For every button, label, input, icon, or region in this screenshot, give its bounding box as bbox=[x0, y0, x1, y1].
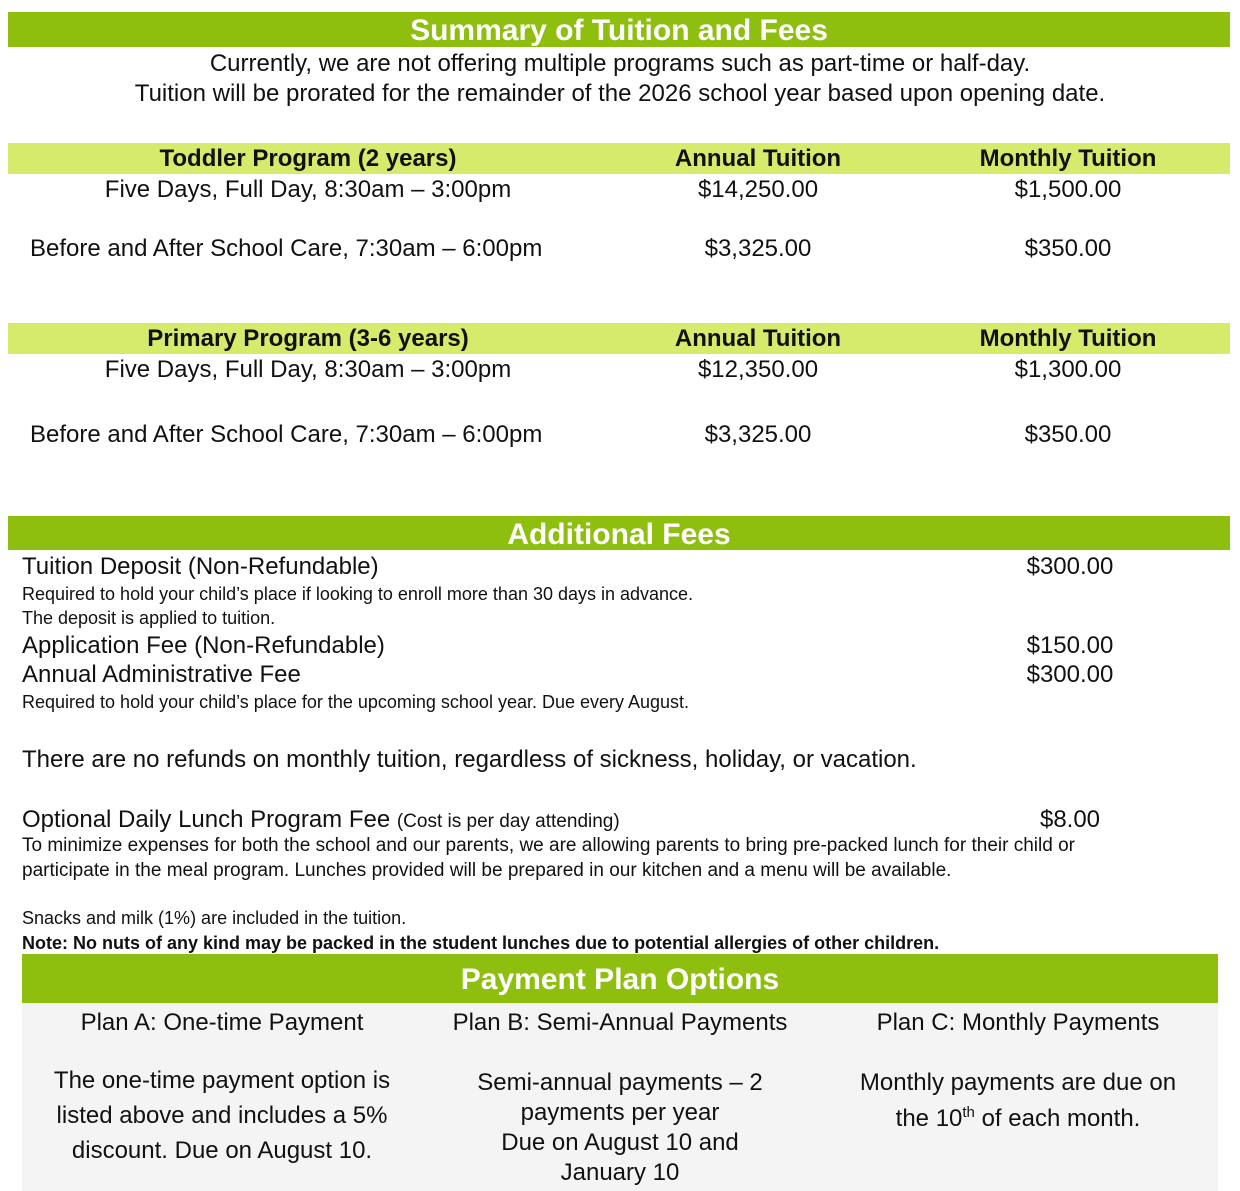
no-refunds-statement: There are no refunds on monthly tuition, regardless of sickness, holiday, or vacation. bbox=[22, 746, 917, 773]
tuition-deposit-amount: $300.00 bbox=[1026, 553, 1114, 580]
plan-a bbox=[22, 1008, 422, 1168]
lunch-fee-line bbox=[22, 806, 620, 836]
plan-c-line-1: Monthly payments are due on bbox=[859, 1069, 1177, 1096]
plan-a-line-3: discount. Due on August 10. bbox=[71, 1137, 373, 1164]
plan-c-line-2-pre: the 10 bbox=[895, 1105, 963, 1132]
lunch-fee-qualifier: (Cost is per day attending) bbox=[396, 811, 620, 832]
primary-row-full-day bbox=[8, 355, 1230, 385]
toddler-care-label: Before and After School Care, 7:30am – 6:00pm bbox=[30, 235, 543, 262]
primary-full-day-monthly: $1,300.00 bbox=[1014, 356, 1122, 383]
additional-fees-title: Additional Fees bbox=[8, 516, 1230, 550]
plan-a-line-2: listed above and includes a 5% bbox=[56, 1102, 388, 1129]
primary-full-day-annual: $12,350.00 bbox=[697, 356, 819, 383]
lunch-note-2: participate in the meal program. Lunches provided will be prepared in our kitchen and a menu will be available. bbox=[22, 860, 952, 881]
toddler-full-day-annual: $14,250.00 bbox=[697, 176, 819, 203]
primary-row-care bbox=[8, 420, 1230, 450]
plan-a-title: Plan A: One-time Payment bbox=[80, 1009, 364, 1036]
plan-b-title: Plan B: Semi-Annual Payments bbox=[452, 1009, 788, 1036]
plan-b-line-4: January 10 bbox=[560, 1159, 680, 1186]
payment-plan-title: Payment Plan Options bbox=[22, 954, 1218, 1003]
summary-title: Summary of Tuition and Fees bbox=[8, 12, 1230, 47]
primary-care-label: Before and After School Care, 7:30am – 6:00pm bbox=[30, 421, 543, 448]
lunch-fee-amount: $8.00 bbox=[1039, 806, 1101, 833]
primary-program-header: Primary Program (3-6 years) bbox=[147, 325, 469, 352]
toddler-full-day-monthly: $1,500.00 bbox=[1014, 176, 1122, 203]
toddler-annual-header: Annual Tuition bbox=[674, 145, 842, 172]
lunch-fee-label: Optional Daily Lunch Program Fee bbox=[22, 806, 391, 833]
primary-annual-header: Annual Tuition bbox=[674, 325, 842, 352]
toddler-full-day-label: Five Days, Full Day, 8:30am – 3:00pm bbox=[104, 176, 512, 203]
deposit-note-2: The deposit is applied to tuition. bbox=[22, 608, 276, 628]
tuition-deposit-label: Tuition Deposit (Non-Refundable) bbox=[22, 553, 379, 580]
plan-b-line-3: Due on August 10 and bbox=[501, 1129, 739, 1156]
application-fee-amount: $150.00 bbox=[1026, 632, 1114, 659]
plan-b-line-2: payments per year bbox=[520, 1099, 720, 1126]
primary-monthly-header: Monthly Tuition bbox=[979, 325, 1157, 352]
plan-b bbox=[420, 1008, 820, 1188]
snacks-note: Snacks and milk (1%) are included in the tuition. bbox=[22, 908, 407, 928]
admin-fee-label: Annual Administrative Fee bbox=[22, 661, 301, 688]
plan-c-line-2-sup: th bbox=[962, 1104, 975, 1121]
admin-fee-amount: $300.00 bbox=[1026, 661, 1114, 688]
toddler-row-care bbox=[8, 234, 1230, 264]
toddler-header-row bbox=[8, 143, 1230, 174]
nuts-warning: Note: No nuts of any kind may be packed in the student lunches due to potential allergies of other children. bbox=[22, 933, 940, 953]
plan-a-line-1: The one-time payment option is bbox=[53, 1067, 391, 1094]
deposit-note-1: Required to hold your child’s place if looking to enroll more than 30 days in advance. bbox=[22, 584, 694, 604]
primary-care-monthly: $350.00 bbox=[1024, 421, 1112, 448]
toddler-row-full-day bbox=[8, 175, 1230, 205]
plan-b-line-1: Semi-annual payments – 2 bbox=[477, 1069, 763, 1096]
lunch-note-1: To minimize expenses for both the school and our parents, we are allowing parents to bring pre-packed lunch for their child or bbox=[22, 835, 1075, 856]
plan-c-line-2-post: of each month. bbox=[974, 1105, 1141, 1132]
toddler-care-annual: $3,325.00 bbox=[704, 235, 812, 262]
primary-header-row bbox=[8, 323, 1230, 354]
admin-fee-note: Required to hold your child’s place for the upcoming school year. Due every August. bbox=[22, 692, 690, 712]
toddler-care-monthly: $350.00 bbox=[1024, 235, 1112, 262]
toddler-program-header: Toddler Program (2 years) bbox=[159, 145, 457, 172]
primary-care-annual: $3,325.00 bbox=[704, 421, 812, 448]
primary-full-day-label: Five Days, Full Day, 8:30am – 3:00pm bbox=[104, 356, 512, 383]
toddler-monthly-header: Monthly Tuition bbox=[979, 145, 1157, 172]
plan-c bbox=[818, 1008, 1218, 1134]
application-fee-label: Application Fee (Non-Refundable) bbox=[22, 632, 385, 659]
intro-line-2: Tuition will be prorated for the remainder of the 2026 school year based upon opening date. bbox=[134, 80, 1106, 107]
plan-c-title: Plan C: Monthly Payments bbox=[876, 1009, 1160, 1036]
plan-c-line-2 bbox=[818, 1098, 1218, 1134]
intro-line-1: Currently, we are not offering multiple programs such as part-time or half-day. bbox=[209, 50, 1031, 77]
